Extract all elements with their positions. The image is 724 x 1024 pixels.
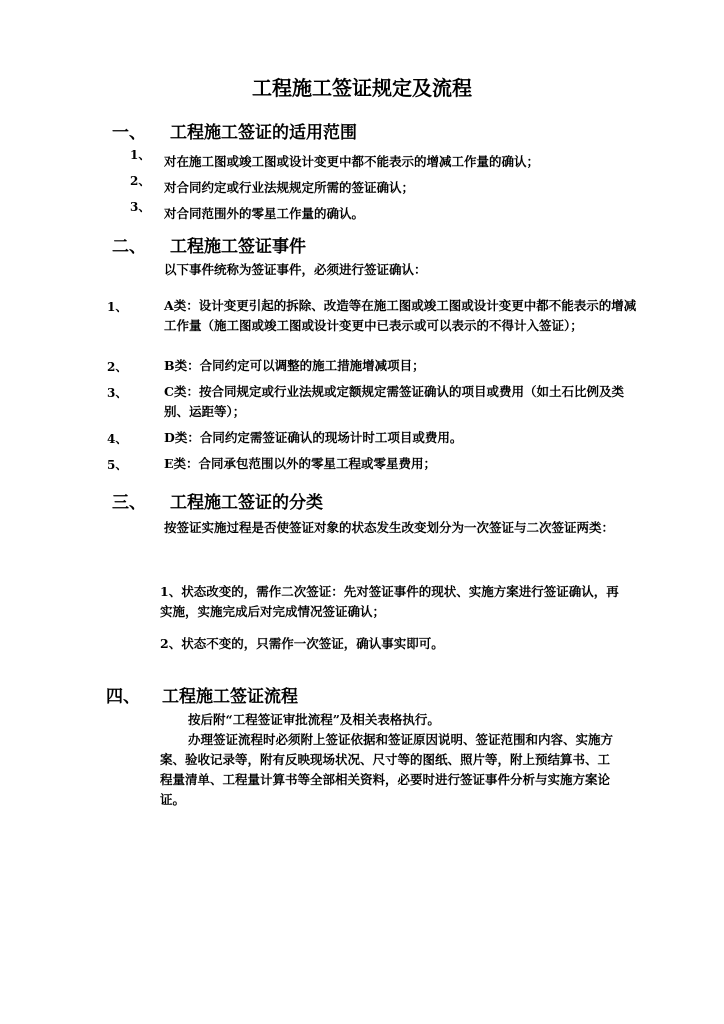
section-2-number: 二、	[112, 237, 146, 257]
section-3-title: 工程施工签证的分类	[170, 493, 323, 513]
list-item-number: 3、	[130, 200, 151, 214]
list-item-number: 3、	[107, 386, 128, 400]
list-item-number: 5、	[107, 458, 128, 472]
section-1-number: 一、	[112, 123, 146, 143]
section-3-intro: 按签证实施过程是否使签证对象的状态发生改变划分为一次签证与二次签证两类：	[164, 520, 615, 535]
list-item-number: 2、	[130, 174, 151, 188]
list-item-number: 4、	[107, 432, 128, 446]
list-item-number: 1、	[130, 148, 151, 162]
section-4-para-2: 办理签证流程时必须附上签证依据和签证原因说明、签证范围和内容、实施方案、验收记录等，附有反映现场状况、尺寸等的图纸、照片等，附上预结算书、工程量清单、工程量计算书等全部相关资料，必要时进行签证事件分析与实施方案论证。	[160, 732, 614, 807]
section-1-title: 工程施工签证的适用范围	[170, 123, 357, 143]
list-item-text: D类：合同约定需签证确认的现场计时工项目或费用。	[164, 430, 463, 445]
list-item-text: 对合同约定或行业法规规定所需的签证确认；	[164, 180, 415, 195]
section-4-para-1: 按后附“工程签证审批流程”及相关表格执行。	[188, 712, 440, 727]
list-item-text: E类：合同承包范围以外的零星工程或零星费用；	[164, 456, 437, 471]
list-item-number: 1、	[107, 300, 128, 314]
section-2-intro: 以下事件统称为签证事件，必须进行签证确认：	[164, 262, 427, 277]
list-item-text: B类：合同约定可以调整的施工措施增减项目；	[164, 358, 425, 373]
section-3-number: 三、	[112, 493, 146, 513]
section-2-title: 工程施工签证事件	[170, 237, 306, 257]
list-item-text: A类：设计变更引起的拆除、改造等在施工图或竣工图或设计变更中都不能表示的增减工作量（施工图或竣工图或设计变更中已表示或可以表示的不得计入签证）；	[164, 298, 637, 333]
list-item-number: 2、	[107, 360, 128, 374]
section-4-title: 工程施工签证流程	[162, 687, 298, 707]
list-item-text: 对在施工图或竣工图或设计变更中都不能表示的增减工作量的确认；	[164, 154, 540, 169]
list-item-text: 2、状态不变的，只需作一次签证，确认事实即可。	[160, 636, 444, 651]
list-item-text: C类：按合同规定或行业法规或定额规定需签证确认的项目或费用（如土石比例及类别、运距等）；	[164, 384, 624, 419]
page-title: 工程施工签证规定及流程	[252, 76, 472, 100]
list-item-text: 1、状态改变的，需作二次签证：先对签证事件的现状、实施方案进行签证确认，再实施，实施完成后对完成情况签证确认；	[160, 584, 619, 619]
list-item-text: 对合同范围外的零星工作量的确认。	[164, 206, 365, 221]
section-4-number: 四、	[106, 687, 140, 707]
